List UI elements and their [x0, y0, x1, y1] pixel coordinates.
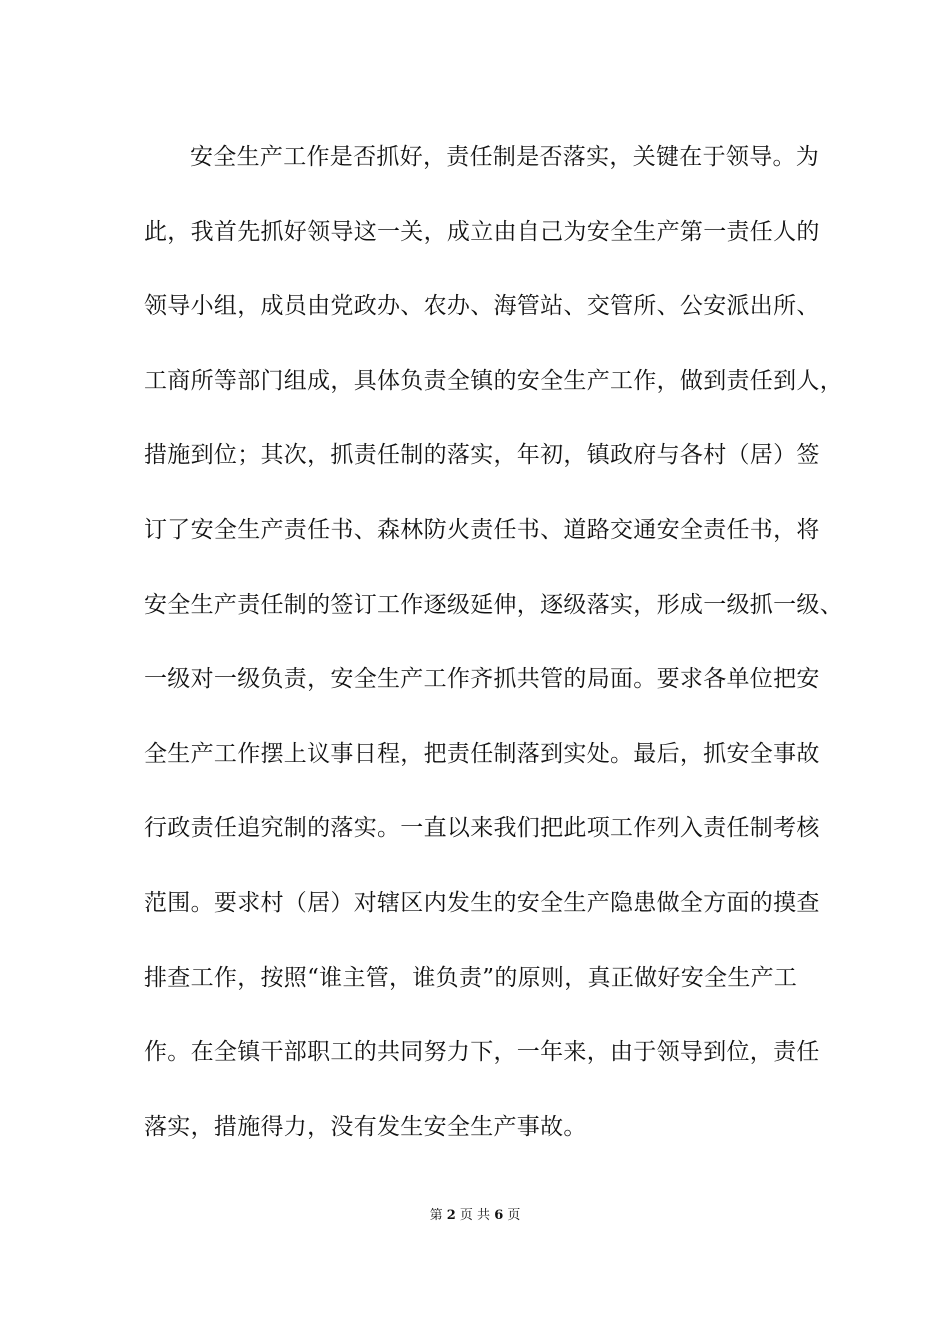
- footer-prefix: 第: [429, 1208, 443, 1223]
- text-line: 行政责任追究制的落实。一直以来我们把此项工作列入责任制考核: [144, 815, 820, 842]
- footer-total-pages: 6: [494, 1208, 504, 1223]
- text-line: 措施到位；其次，抓责任制的落实，年初，镇政府与各村（居）签: [144, 442, 820, 469]
- text-line: 安全生产工作是否抓好，责任制是否落实，关键在于领导。为: [190, 144, 820, 170]
- footer-suffix: 页: [507, 1208, 521, 1223]
- text-line: 订了安全生产责任书、森林防火责任书、道路交通安全责任书，将: [144, 516, 820, 543]
- page-footer: [0, 1206, 950, 1226]
- text-line: 排查工作，按照“谁主管，谁负责”的原则，真正做好安全生产工: [144, 964, 798, 991]
- footer-page-number: 2: [446, 1208, 456, 1223]
- text-line: 作。在全镇干部职工的共同努力下，一年来，由于领导到位，责任: [144, 1039, 820, 1066]
- text-line: 领导小组，成员由党政办、农办、海管站、交管所、公安派出所、: [144, 293, 820, 320]
- footer-middle: 页 共: [459, 1208, 491, 1223]
- text-line: 此，我首先抓好领导这一关，成立由自己为安全生产第一责任人的: [144, 218, 820, 245]
- text-line: 范围。要求村（居）对辖区内发生的安全生产隐患做全方面的摸查: [144, 889, 820, 916]
- text-line: 工商所等部门组成，具体负责全镇的安全生产工作，做到责任到人，: [144, 367, 843, 394]
- text-line: 落实，措施得力，没有发生安全生产事故。: [144, 1113, 587, 1140]
- text-line: 一级对一级负责，安全生产工作齐抓共管的局面。要求各单位把安: [144, 666, 820, 693]
- body-paragraph: [144, 134, 843, 1178]
- text-line: 安全生产责任制的签订工作逐级延伸，逐级落实，形成一级抓一级、: [144, 591, 843, 618]
- text-line: 全生产工作摆上议事日程，把责任制落到实处。最后，抓安全事故: [144, 740, 820, 767]
